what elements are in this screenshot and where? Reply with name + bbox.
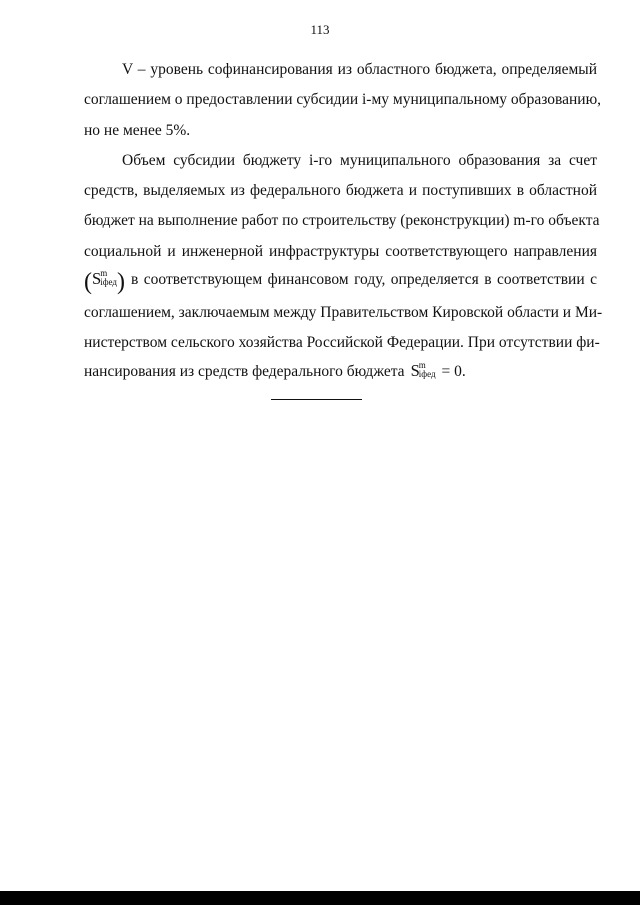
paragraph-2-line-2: средств, выделяемых из федерального бюджета и поступивших в областной	[84, 182, 597, 199]
paragraph-2-line-8-row	[84, 362, 597, 381]
formula-symbol-s-ifed	[92, 270, 117, 289]
paragraph-1-line-1: V – уровень софинансирования из областного бюджета, определяемый	[122, 61, 597, 78]
paragraph-2-line-7: нистерством сельского хозяйства Российской Федерации. При отсутствии фи-	[84, 334, 600, 351]
formula-symbol-inline-indices	[419, 361, 436, 379]
paragraph-1-line-3: но не менее 5%.	[84, 122, 191, 139]
formula-symbol-inline-base: S	[410, 361, 420, 380]
formula-symbol-s-ifed-inline	[411, 362, 436, 381]
horizontal-rule	[271, 399, 362, 400]
paragraph-2-line-4: социальной и инженерной инфраструктуры соответствующего направления	[84, 243, 597, 260]
formula-symbol-inline-subscript: iфед	[418, 369, 436, 380]
left-paren: (	[84, 268, 92, 295]
paragraph-2-line-5: в соответствующем финансовом году, определяется в соответствии с	[130, 270, 597, 288]
paragraph-2-line-1: Объем субсидии бюджету i-го муниципального образования за счет	[122, 152, 597, 169]
formula-symbol-subscript: iфед	[100, 277, 117, 288]
paragraph-2-line-3: бюджет на выполнение работ по строительству (реконструкции) m-го объекта	[84, 212, 600, 229]
formula-symbol-indices	[100, 269, 117, 287]
paragraph-2-line-6: соглашением, заключаемым между Правительством Кировской области и Ми-	[84, 304, 603, 321]
formula-symbol-superscript: m	[100, 268, 108, 279]
formula-symbol-inline-superscript: m	[418, 360, 426, 371]
paragraph-2-line-8-tail: = 0.	[441, 362, 466, 380]
paragraph-1-line-2: соглашением о предоставлении субсидии i-му муниципальному образованию,	[84, 91, 602, 108]
bottom-scan-bar	[0, 891, 640, 905]
paragraph-2-line-8-text: нансирования из средств федерального бюджета	[84, 362, 405, 380]
page-number: 113	[310, 22, 330, 37]
paragraph-2-line-5-row	[84, 268, 597, 295]
formula-symbol-base: S	[92, 269, 102, 288]
right-paren: )	[116, 268, 125, 295]
